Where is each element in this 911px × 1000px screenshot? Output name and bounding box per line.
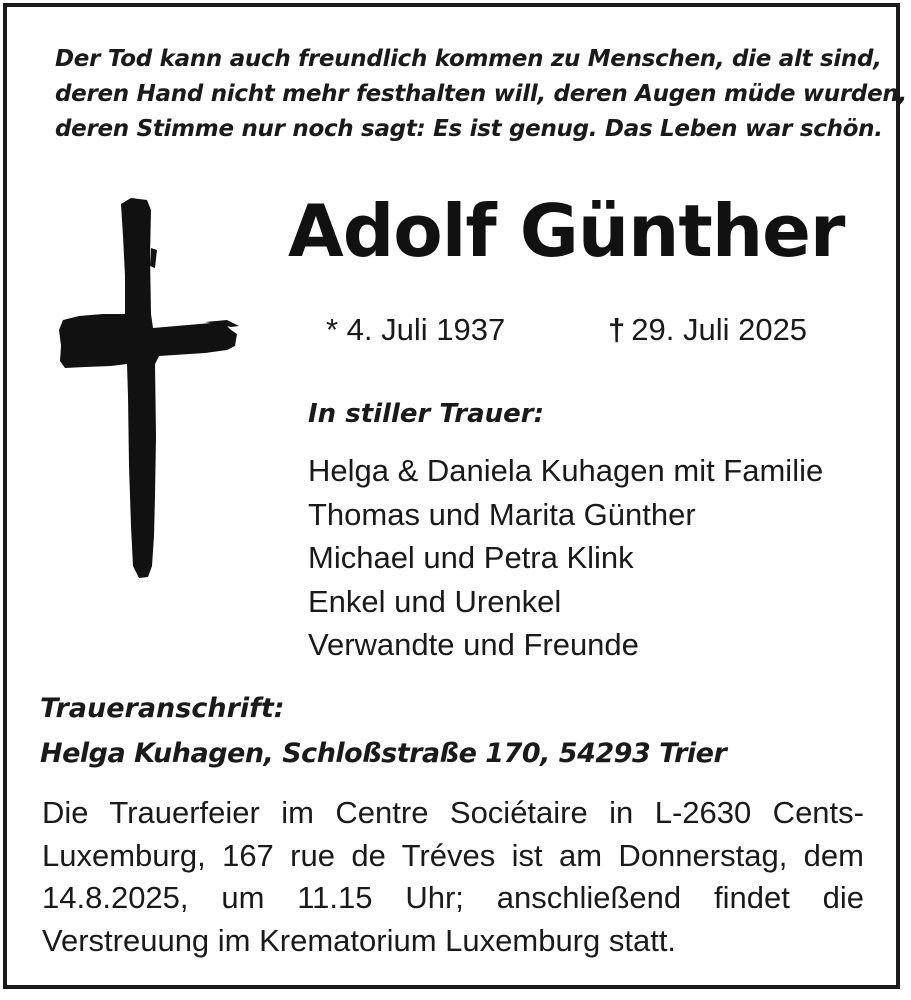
notice-line: Die Trauerfeier im Centre Sociétaire in L-2630 Cents- (42, 795, 864, 830)
mourning-title: In stiller Trauer: (308, 399, 544, 429)
notice-line: 14.8.2025, um 11.15 Uhr; anschließend findet die (42, 880, 864, 915)
quote-line: Der Tod kann auch freundlich kommen zu Menschen, die alt sind, (55, 46, 882, 72)
mourner-item: Michael und Petra Klink (308, 540, 634, 575)
death-date: 29. Juli 2025 (631, 312, 808, 347)
mourner-item: Verwandte und Freunde (308, 627, 639, 662)
mourners-list (308, 449, 888, 667)
brush-cross-icon (55, 196, 240, 581)
mourner-item: Thomas und Marita Günther (308, 496, 696, 532)
memorial-quote (55, 42, 907, 147)
notice-line: Verstreuung im Krematorium Luxemburg statt. (42, 922, 677, 958)
quote-line: deren Stimme nur noch sagt: Es ist genug. Das Leben war schön. (55, 116, 883, 142)
birth-date: * 4. Juli 1937 (326, 312, 506, 347)
funeral-notice (42, 792, 864, 962)
mourning-address: Helga Kuhagen, Schloßstraße 170, 54293 Trier (40, 738, 727, 769)
deceased-name: Adolf Günther (288, 189, 845, 273)
notice-line: Luxemburg, 167 rue de Tréves ist am Donnerstag, dem (42, 837, 864, 873)
dagger-icon: † (608, 312, 626, 347)
mourner-item: Enkel und Urenkel (308, 583, 562, 619)
mourner-item: Helga & Daniela Kuhagen mit Familie (308, 453, 824, 488)
quote-line: deren Hand nicht mehr festhalten will, deren Augen müde wurden, (55, 81, 907, 107)
death-date-line (608, 308, 807, 352)
address-label: Traueranschrift: (40, 693, 285, 724)
